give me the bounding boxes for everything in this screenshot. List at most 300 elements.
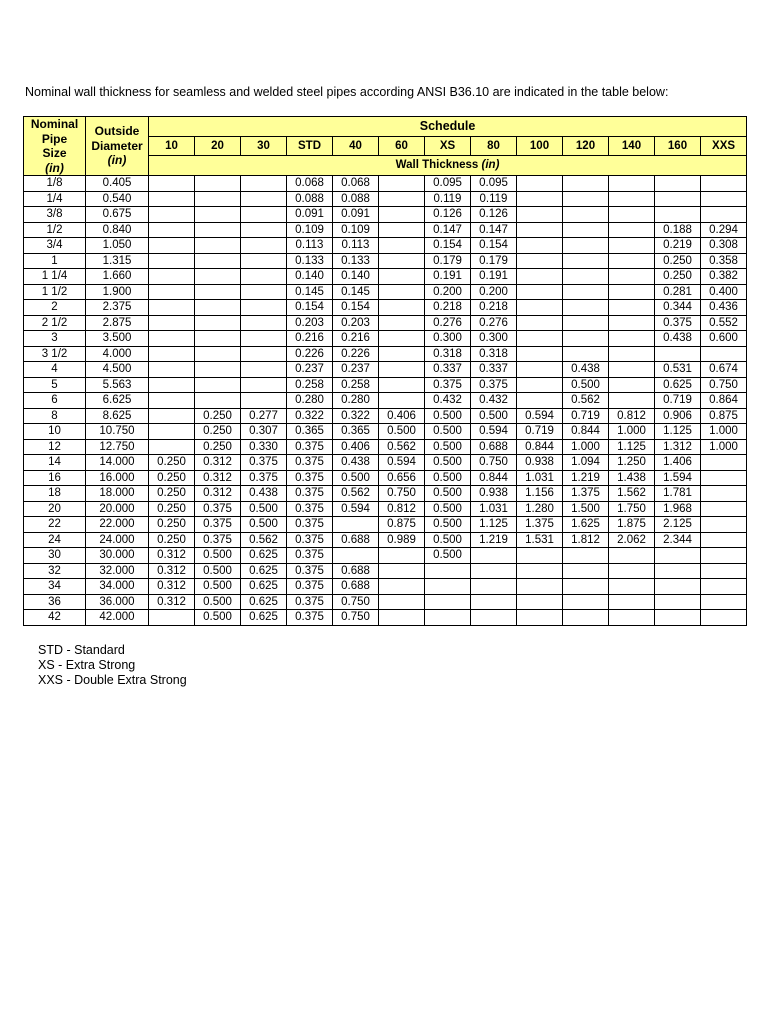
- wall-thickness-cell: 0.719: [655, 393, 701, 409]
- wall-thickness-cell: 0.318: [425, 346, 471, 362]
- wall-thickness-cell: [609, 222, 655, 238]
- wall-thickness-cell: 0.312: [195, 455, 241, 471]
- wall-thickness-cell: [701, 191, 747, 207]
- table-row: [24, 284, 747, 300]
- wall-thickness-cell: 0.218: [471, 300, 517, 316]
- wall-thickness-cell: [609, 300, 655, 316]
- wall-thickness-cell: [563, 346, 609, 362]
- wall-thickness-cell: [517, 393, 563, 409]
- wall-thickness-cell: 0.145: [287, 284, 333, 300]
- wall-thickness-cell: 1.312: [655, 439, 701, 455]
- wall-thickness-cell: 0.438: [563, 362, 609, 378]
- wall-thickness-cell: 0.375: [287, 594, 333, 610]
- wall-thickness-cell: [609, 207, 655, 223]
- nominal-size-cell: 3 1/2: [24, 346, 86, 362]
- wall-thickness-cell: 1.750: [609, 501, 655, 517]
- wall-thickness-cell: 0.145: [333, 284, 379, 300]
- wall-thickness-cell: [379, 253, 425, 269]
- wall-thickness-cell: [149, 346, 195, 362]
- outside-diameter-cell: 1.900: [86, 284, 149, 300]
- wall-thickness-cell: [517, 594, 563, 610]
- wall-thickness-cell: [563, 253, 609, 269]
- wall-thickness-cell: 0.500: [195, 548, 241, 564]
- wall-thickness-cell: [241, 222, 287, 238]
- wall-thickness-cell: 0.088: [333, 191, 379, 207]
- wall-thickness-cell: 0.133: [333, 253, 379, 269]
- wall-thickness-cell: [471, 563, 517, 579]
- wall-thickness-cell: 0.938: [471, 486, 517, 502]
- wall-thickness-cell: 0.500: [425, 532, 471, 548]
- wall-thickness-cell: [425, 563, 471, 579]
- nominal-size-cell: 1: [24, 253, 86, 269]
- outside-diameter-cell: 5.563: [86, 377, 149, 393]
- outside-diameter-cell: 6.625: [86, 393, 149, 409]
- wall-thickness-cell: 0.276: [471, 315, 517, 331]
- wall-thickness-cell: 0.500: [379, 424, 425, 440]
- table-row: [24, 346, 747, 362]
- wall-thickness-cell: [609, 191, 655, 207]
- outside-diameter-cell: 0.840: [86, 222, 149, 238]
- wall-thickness-cell: 0.294: [701, 222, 747, 238]
- wall-thickness-cell: 0.091: [287, 207, 333, 223]
- wall-thickness-cell: 0.432: [425, 393, 471, 409]
- outside-diameter-header: Outside Diameter (in): [86, 117, 149, 176]
- wall-thickness-cell: [609, 346, 655, 362]
- wall-thickness-cell: 0.844: [563, 424, 609, 440]
- wall-thickness-cell: 0.750: [701, 377, 747, 393]
- wall-thickness-cell: [471, 594, 517, 610]
- schedule-col-header: 140: [609, 136, 655, 156]
- wall-thickness-cell: [379, 377, 425, 393]
- schedule-col-header: 60: [379, 136, 425, 156]
- wall-thickness-cell: [655, 176, 701, 192]
- wall-thickness-cell: [241, 315, 287, 331]
- wall-thickness-cell: 0.864: [701, 393, 747, 409]
- wall-thickness-cell: 0.812: [379, 501, 425, 517]
- wall-thickness-cell: [517, 579, 563, 595]
- wall-thickness-cell: [149, 362, 195, 378]
- wall-thickness-cell: 1.094: [563, 455, 609, 471]
- wall-thickness-cell: 0.337: [471, 362, 517, 378]
- wall-thickness-cell: 0.191: [425, 269, 471, 285]
- wall-thickness-cell: [241, 284, 287, 300]
- wall-thickness-cell: 0.625: [241, 563, 287, 579]
- wall-thickness-cell: 0.500: [425, 501, 471, 517]
- nominal-size-cell: 2 1/2: [24, 315, 86, 331]
- wall-thickness-cell: 1.562: [609, 486, 655, 502]
- wall-thickness-cell: 0.562: [379, 439, 425, 455]
- wall-thickness-cell: [195, 269, 241, 285]
- wall-thickness-cell: 0.500: [195, 610, 241, 626]
- nominal-size-cell: 12: [24, 439, 86, 455]
- wall-thickness-cell: 1.219: [563, 470, 609, 486]
- table-row: [24, 362, 747, 378]
- wall-thickness-cell: 0.088: [287, 191, 333, 207]
- wall-thickness-cell: [149, 439, 195, 455]
- wall-thickness-table: [23, 116, 747, 626]
- wall-thickness-cell: [195, 346, 241, 362]
- wall-thickness-cell: [195, 331, 241, 347]
- wall-thickness-cell: [701, 517, 747, 533]
- wall-thickness-cell: [195, 222, 241, 238]
- wall-thickness-cell: 0.750: [379, 486, 425, 502]
- wall-thickness-cell: 0.330: [241, 439, 287, 455]
- wall-thickness-cell: [195, 377, 241, 393]
- wall-thickness-cell: [379, 176, 425, 192]
- nominal-size-cell: 14: [24, 455, 86, 471]
- wall-thickness-cell: 0.989: [379, 532, 425, 548]
- wall-thickness-cell: 0.719: [563, 408, 609, 424]
- outside-diameter-cell: 2.875: [86, 315, 149, 331]
- wall-thickness-cell: 0.179: [471, 253, 517, 269]
- wall-thickness-cell: [195, 191, 241, 207]
- wall-thickness-cell: 0.091: [333, 207, 379, 223]
- wall-thickness-cell: [379, 610, 425, 626]
- wall-thickness-cell: 0.280: [333, 393, 379, 409]
- outside-diameter-cell: 22.000: [86, 517, 149, 533]
- wall-thickness-cell: [609, 331, 655, 347]
- wall-thickness-cell: 1.594: [655, 470, 701, 486]
- wall-thickness-cell: 0.875: [379, 517, 425, 533]
- wall-thickness-cell: 1.438: [609, 470, 655, 486]
- wall-thickness-cell: 0.119: [471, 191, 517, 207]
- wall-thickness-cell: 0.438: [655, 331, 701, 347]
- wall-thickness-cell: 0.562: [563, 393, 609, 409]
- outside-diameter-cell: 24.000: [86, 532, 149, 548]
- wall-thickness-cell: [333, 517, 379, 533]
- wall-thickness-cell: 0.382: [701, 269, 747, 285]
- wall-thickness-cell: 0.216: [333, 331, 379, 347]
- wall-thickness-cell: 0.750: [333, 594, 379, 610]
- wall-thickness-cell: [517, 284, 563, 300]
- nominal-size-cell: 24: [24, 532, 86, 548]
- wall-thickness-cell: [701, 207, 747, 223]
- wall-thickness-cell: 1.375: [563, 486, 609, 502]
- wall-thickness-cell: 1.125: [471, 517, 517, 533]
- wall-thickness-cell: [241, 346, 287, 362]
- wall-thickness-cell: [609, 610, 655, 626]
- wall-thickness-cell: 0.258: [287, 377, 333, 393]
- wall-thickness-cell: 0.312: [149, 563, 195, 579]
- wall-thickness-cell: 0.500: [425, 455, 471, 471]
- wall-thickness-cell: 0.750: [471, 455, 517, 471]
- wall-thickness-cell: [149, 207, 195, 223]
- wall-thickness-cell: 0.600: [701, 331, 747, 347]
- wall-thickness-cell: 0.203: [333, 315, 379, 331]
- wall-thickness-cell: [379, 191, 425, 207]
- wall-thickness-cell: [655, 579, 701, 595]
- wall-thickness-cell: [517, 207, 563, 223]
- wall-thickness-cell: 0.237: [333, 362, 379, 378]
- wall-thickness-cell: [701, 346, 747, 362]
- wall-thickness-cell: 0.322: [333, 408, 379, 424]
- wall-thickness-header: Wall Thickness (in): [149, 156, 747, 176]
- wall-thickness-cell: 0.500: [471, 408, 517, 424]
- nominal-size-cell: 1/4: [24, 191, 86, 207]
- wall-thickness-cell: [701, 470, 747, 486]
- table-row: [24, 532, 747, 548]
- nominal-size-cell: 5: [24, 377, 86, 393]
- table-row: [24, 331, 747, 347]
- wall-thickness-cell: 0.250: [655, 269, 701, 285]
- wall-thickness-cell: [149, 269, 195, 285]
- nominal-size-cell: 10: [24, 424, 86, 440]
- wall-thickness-cell: [609, 315, 655, 331]
- wall-thickness-cell: 1.406: [655, 455, 701, 471]
- nominal-size-cell: 6: [24, 393, 86, 409]
- wall-thickness-cell: 0.218: [425, 300, 471, 316]
- wall-thickness-cell: 0.200: [425, 284, 471, 300]
- wall-thickness-cell: 0.250: [195, 424, 241, 440]
- wall-thickness-cell: [563, 579, 609, 595]
- wall-thickness-cell: 0.203: [287, 315, 333, 331]
- table-row: [24, 393, 747, 409]
- nominal-size-cell: 3/4: [24, 238, 86, 254]
- wall-thickness-cell: [195, 284, 241, 300]
- wall-thickness-cell: 0.375: [287, 455, 333, 471]
- wall-thickness-cell: [241, 362, 287, 378]
- wall-thickness-cell: 0.531: [655, 362, 701, 378]
- wall-thickness-cell: [655, 346, 701, 362]
- wall-thickness-cell: 0.875: [701, 408, 747, 424]
- wall-thickness-cell: [241, 377, 287, 393]
- wall-thickness-cell: 0.438: [333, 455, 379, 471]
- wall-thickness-cell: 0.500: [425, 517, 471, 533]
- wall-thickness-cell: [471, 579, 517, 595]
- wall-thickness-cell: [609, 594, 655, 610]
- outside-diameter-cell: 4.500: [86, 362, 149, 378]
- wall-thickness-cell: [241, 253, 287, 269]
- wall-thickness-cell: 0.375: [241, 455, 287, 471]
- wall-thickness-cell: 2.062: [609, 532, 655, 548]
- wall-thickness-cell: 0.154: [333, 300, 379, 316]
- wall-thickness-cell: 0.147: [471, 222, 517, 238]
- table-row: [24, 315, 747, 331]
- table-row: [24, 439, 747, 455]
- wall-thickness-cell: 1.125: [609, 439, 655, 455]
- wall-thickness-cell: [609, 253, 655, 269]
- table-row: [24, 548, 747, 564]
- table-row: [24, 238, 747, 254]
- wall-thickness-cell: [241, 176, 287, 192]
- outside-diameter-cell: 1.050: [86, 238, 149, 254]
- wall-thickness-cell: 0.300: [425, 331, 471, 347]
- wall-thickness-cell: 1.781: [655, 486, 701, 502]
- wall-thickness-cell: 0.250: [149, 455, 195, 471]
- wall-thickness-cell: [563, 315, 609, 331]
- wall-thickness-cell: 0.906: [655, 408, 701, 424]
- wall-thickness-cell: [149, 377, 195, 393]
- wall-thickness-cell: 0.095: [471, 176, 517, 192]
- wall-thickness-cell: [563, 238, 609, 254]
- outside-diameter-cell: 3.500: [86, 331, 149, 347]
- wall-thickness-cell: 0.219: [655, 238, 701, 254]
- wall-thickness-cell: [517, 563, 563, 579]
- table-row: [24, 470, 747, 486]
- wall-thickness-cell: [517, 176, 563, 192]
- wall-thickness-cell: 0.068: [287, 176, 333, 192]
- wall-thickness-cell: 0.250: [149, 501, 195, 517]
- wall-thickness-cell: [563, 563, 609, 579]
- wall-thickness-cell: 0.154: [471, 238, 517, 254]
- schedule-col-header: 80: [471, 136, 517, 156]
- wall-thickness-cell: [517, 346, 563, 362]
- schedule-col-header: 20: [195, 136, 241, 156]
- wall-thickness-cell: [563, 300, 609, 316]
- schedule-col-header: 120: [563, 136, 609, 156]
- wall-thickness-cell: [241, 300, 287, 316]
- wall-thickness-cell: 0.375: [287, 517, 333, 533]
- outside-diameter-cell: 0.675: [86, 207, 149, 223]
- wall-thickness-cell: 2.344: [655, 532, 701, 548]
- wall-thickness-cell: [563, 331, 609, 347]
- wall-thickness-cell: [149, 424, 195, 440]
- wall-thickness-cell: 1.000: [563, 439, 609, 455]
- nominal-size-cell: 18: [24, 486, 86, 502]
- table-row: [24, 408, 747, 424]
- wall-thickness-cell: 1.031: [471, 501, 517, 517]
- wall-thickness-cell: 0.358: [701, 253, 747, 269]
- wall-thickness-cell: 0.562: [241, 532, 287, 548]
- wall-thickness-cell: 0.365: [287, 424, 333, 440]
- wall-thickness-cell: [379, 315, 425, 331]
- outside-diameter-cell: 18.000: [86, 486, 149, 502]
- schedule-col-header: XS: [425, 136, 471, 156]
- table-row: [24, 563, 747, 579]
- wall-thickness-cell: 0.375: [287, 501, 333, 517]
- wall-thickness-cell: [379, 393, 425, 409]
- wall-thickness-cell: [517, 191, 563, 207]
- wall-thickness-cell: [241, 191, 287, 207]
- wall-thickness-cell: 0.154: [425, 238, 471, 254]
- wall-thickness-cell: [701, 176, 747, 192]
- wall-thickness-cell: 0.250: [149, 486, 195, 502]
- wall-thickness-cell: [149, 408, 195, 424]
- nominal-size-cell: 2: [24, 300, 86, 316]
- wall-thickness-cell: 0.126: [471, 207, 517, 223]
- wall-thickness-cell: 1.125: [655, 424, 701, 440]
- wall-thickness-cell: 0.625: [241, 594, 287, 610]
- wall-thickness-cell: [655, 548, 701, 564]
- table-body: [24, 176, 747, 626]
- wall-thickness-cell: [195, 315, 241, 331]
- nominal-size-header: Nominal Pipe Size (in): [24, 117, 86, 176]
- intro-text: Nominal wall thickness for seamless and welded steel pipes according ANSI B36.10 are indicated in the table below:: [25, 85, 669, 99]
- wall-thickness-cell: [149, 393, 195, 409]
- wall-thickness-cell: 0.594: [517, 408, 563, 424]
- wall-thickness-cell: 0.688: [471, 439, 517, 455]
- wall-thickness-cell: [701, 610, 747, 626]
- nominal-size-cell: 3/8: [24, 207, 86, 223]
- wall-thickness-cell: 0.375: [241, 470, 287, 486]
- wall-thickness-cell: [379, 222, 425, 238]
- wall-thickness-cell: [609, 269, 655, 285]
- wall-thickness-cell: 0.365: [333, 424, 379, 440]
- outside-diameter-cell: 14.000: [86, 455, 149, 471]
- nominal-size-cell: 3: [24, 331, 86, 347]
- wall-thickness-cell: 0.179: [425, 253, 471, 269]
- wall-thickness-cell: 0.688: [333, 532, 379, 548]
- wall-thickness-cell: [655, 563, 701, 579]
- wall-thickness-cell: 2.125: [655, 517, 701, 533]
- wall-thickness-cell: [241, 207, 287, 223]
- table-row: [24, 486, 747, 502]
- nominal-size-cell: 30: [24, 548, 86, 564]
- wall-thickness-cell: 0.109: [333, 222, 379, 238]
- wall-thickness-cell: 0.500: [425, 424, 471, 440]
- nominal-size-cell: 34: [24, 579, 86, 595]
- wall-thickness-cell: 0.500: [425, 439, 471, 455]
- nominal-size-cell: 22: [24, 517, 86, 533]
- outside-diameter-cell: 32.000: [86, 563, 149, 579]
- wall-thickness-cell: 0.312: [195, 486, 241, 502]
- wall-thickness-cell: 1.968: [655, 501, 701, 517]
- schedule-col-header: 40: [333, 136, 379, 156]
- wall-thickness-cell: 0.688: [333, 579, 379, 595]
- wall-thickness-cell: 0.312: [149, 579, 195, 595]
- wall-thickness-cell: 0.308: [701, 238, 747, 254]
- table-row: [24, 579, 747, 595]
- wall-thickness-cell: [379, 207, 425, 223]
- table-row: [24, 253, 747, 269]
- wall-thickness-cell: [517, 222, 563, 238]
- wall-thickness-cell: 0.400: [701, 284, 747, 300]
- wall-thickness-cell: 0.594: [471, 424, 517, 440]
- wall-thickness-cell: 0.375: [287, 610, 333, 626]
- nominal-size-cell: 4: [24, 362, 86, 378]
- wall-thickness-cell: [517, 362, 563, 378]
- wall-thickness-cell: 0.938: [517, 455, 563, 471]
- wall-thickness-cell: 0.625: [241, 548, 287, 564]
- wall-thickness-cell: 0.280: [287, 393, 333, 409]
- nominal-size-cell: 42: [24, 610, 86, 626]
- wall-thickness-cell: [195, 253, 241, 269]
- wall-thickness-cell: [563, 269, 609, 285]
- nominal-size-cell: 1 1/2: [24, 284, 86, 300]
- wall-thickness-cell: 0.594: [379, 455, 425, 471]
- wall-thickness-cell: 0.750: [333, 610, 379, 626]
- wall-thickness-cell: 0.226: [333, 346, 379, 362]
- wall-thickness-cell: [379, 300, 425, 316]
- legend: [38, 643, 187, 688]
- wall-thickness-cell: 0.375: [287, 486, 333, 502]
- wall-thickness-cell: 0.147: [425, 222, 471, 238]
- wall-thickness-cell: 0.500: [195, 594, 241, 610]
- wall-thickness-cell: 0.300: [471, 331, 517, 347]
- wall-thickness-cell: 0.250: [195, 439, 241, 455]
- wall-thickness-cell: [379, 269, 425, 285]
- table-row: [24, 610, 747, 626]
- wall-thickness-cell: 0.344: [655, 300, 701, 316]
- wall-thickness-cell: 0.250: [149, 517, 195, 533]
- wall-thickness-cell: 0.068: [333, 176, 379, 192]
- wall-thickness-cell: 0.322: [287, 408, 333, 424]
- wall-thickness-cell: 0.500: [241, 501, 287, 517]
- wall-thickness-cell: [701, 486, 747, 502]
- schedule-col-header: 160: [655, 136, 701, 156]
- table-row: [24, 191, 747, 207]
- outside-diameter-cell: 34.000: [86, 579, 149, 595]
- wall-thickness-cell: [563, 191, 609, 207]
- wall-thickness-cell: 0.375: [195, 501, 241, 517]
- wall-thickness-cell: 0.500: [425, 470, 471, 486]
- wall-thickness-cell: [701, 532, 747, 548]
- outside-diameter-cell: 0.405: [86, 176, 149, 192]
- wall-thickness-cell: [379, 563, 425, 579]
- wall-thickness-cell: 0.375: [655, 315, 701, 331]
- wall-thickness-cell: [517, 253, 563, 269]
- wall-thickness-cell: 0.126: [425, 207, 471, 223]
